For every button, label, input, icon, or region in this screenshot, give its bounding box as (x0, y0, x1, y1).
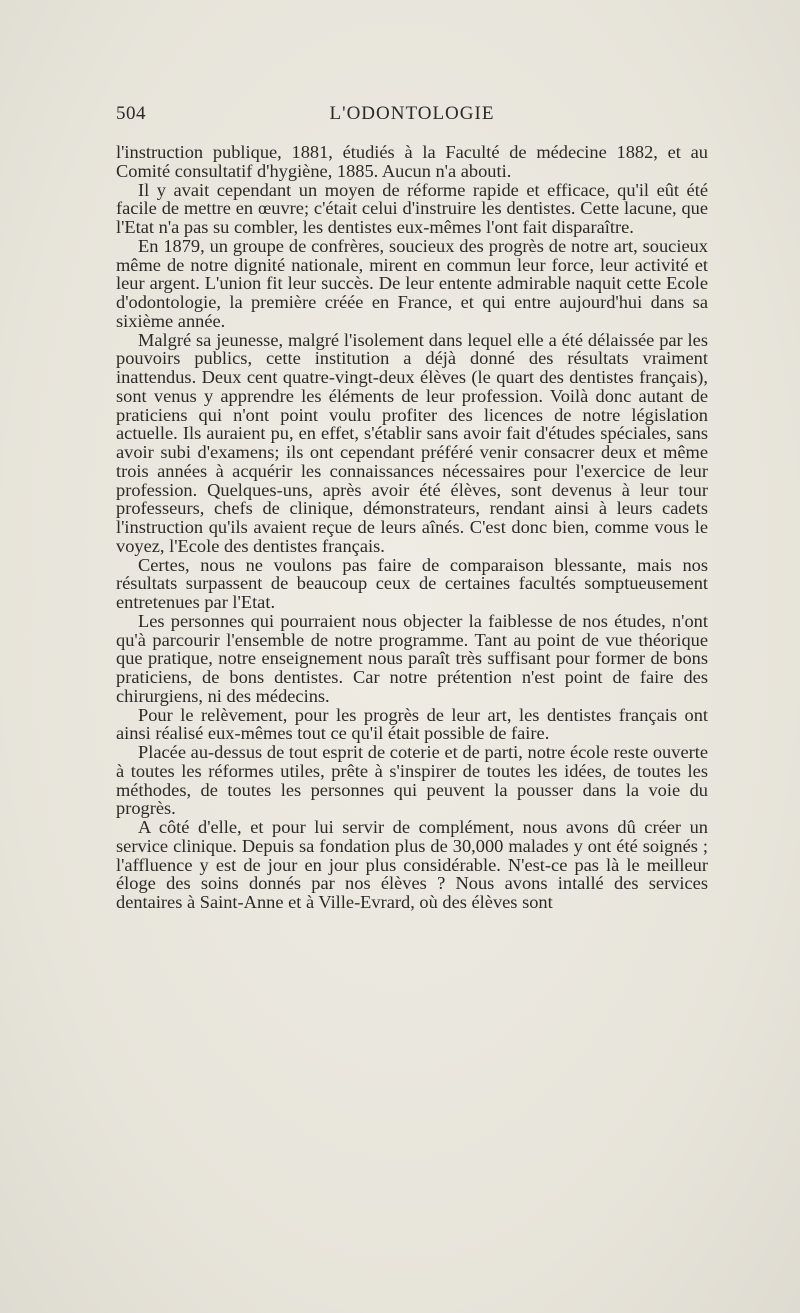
paragraph: Malgré sa jeunesse, malgré l'isolement dans lequel elle a été délaissée par les pouvoirs publics, cette institution a déjà donné des résultats vraiment inattendus. Deux cent quatre-vingt-deux élèves (le quart des dentistes français), sont venus y apprendre les éléments de leur profession. Voilà donc autant de praticiens qui n'ont point voulu profiter des licences de notre législation actuelle. Ils auraient pu, en effet, s'établir sans avoir fait d'études spéciales, sans avoir subi d'examens; ils ont cependant préféré venir consacrer deux et même trois années à acquérir les connaissances nécessaires pour l'exercice de leur profession. Quelques-uns, après avoir été élèves, sont devenus à leur tour professeurs, chefs de clinique, démonstrateurs, rendant ainsi à leurs cadets l'instruction qu'ils avaient reçue de leurs aînés. C'est donc bien, comme vous le voyez, l'Ecole des dentistes français. (116, 329, 708, 556)
page-number: 504 (116, 103, 146, 124)
paragraph: Il y avait cependant un moyen de réforme rapide et efficace, qu'il eût été facile de mettre en œuvre; c'était celui d'instruire les dentistes. Cette lacune, que l'Etat n'a pas su combler, les dentistes eux-mêmes l'ont fait disparaître. (116, 179, 708, 237)
paragraph: Les personnes qui pourraient nous objecter la faiblesse de nos études, n'ont qu'à parcourir l'ensemble de notre programme. Tant au point de vue théorique que pratique, notre enseignement nous paraît très suffisant pour former de bons praticiens, de bons dentistes. Car notre prétention n'est point de faire des chirurgiens, ni des médecins. (116, 610, 708, 706)
paragraph: A côté d'elle, et pour lui servir de complément, nous avons dû créer un service clinique. Depuis sa fondation plus de 30,000 malades y ont été soignés ; l'affluence y est de jour en jour plus considérable. N'est-ce pas là le meilleur éloge des soins donnés par nos élèves ? Nous avons intallé des services dentaires à Saint-Anne et à Ville-Evrard, où des élèves sont (116, 817, 708, 912)
page-header (116, 103, 708, 127)
running-title: L'ODONTOLOGIE (329, 103, 495, 124)
body-text (116, 143, 708, 912)
paragraph: En 1879, un groupe de confrères, soucieux des progrès de notre art, soucieux même de notre dignité nationale, mirent en commun leur force, leur activité et leur argent. L'union fit leur succès. De leur entente admirable naquit cette Ecole d'odontologie, la première créée en France, et qui entre aujourd'hui dans sa sixième année. (116, 235, 708, 331)
paragraph: Certes, nous ne voulons pas faire de comparaison blessante, mais nos résultats surpassent de beaucoup ceux de certaines facultés somptueusement entretenues par l'Etat. (116, 554, 708, 612)
paragraph: Pour le relèvement, pour les progrès de leur art, les dentistes français ont ainsi réalisé eux-mêmes tout ce qu'il était possible de faire. (116, 704, 708, 744)
paragraph: l'instruction publique, 1881, étudiés à la Faculté de médecine 1882, et au Comité consultatif d'hygiène, 1885. Aucun n'a abouti. (116, 142, 708, 181)
paragraph: Placée au-dessus de tout esprit de coterie et de parti, notre école reste ouverte à toutes les réformes utiles, prête à s'inspirer de toutes les idées, de toutes les méthodes, de toutes les personnes qui peuvent la pousser dans la voie du progrès. (116, 742, 708, 819)
